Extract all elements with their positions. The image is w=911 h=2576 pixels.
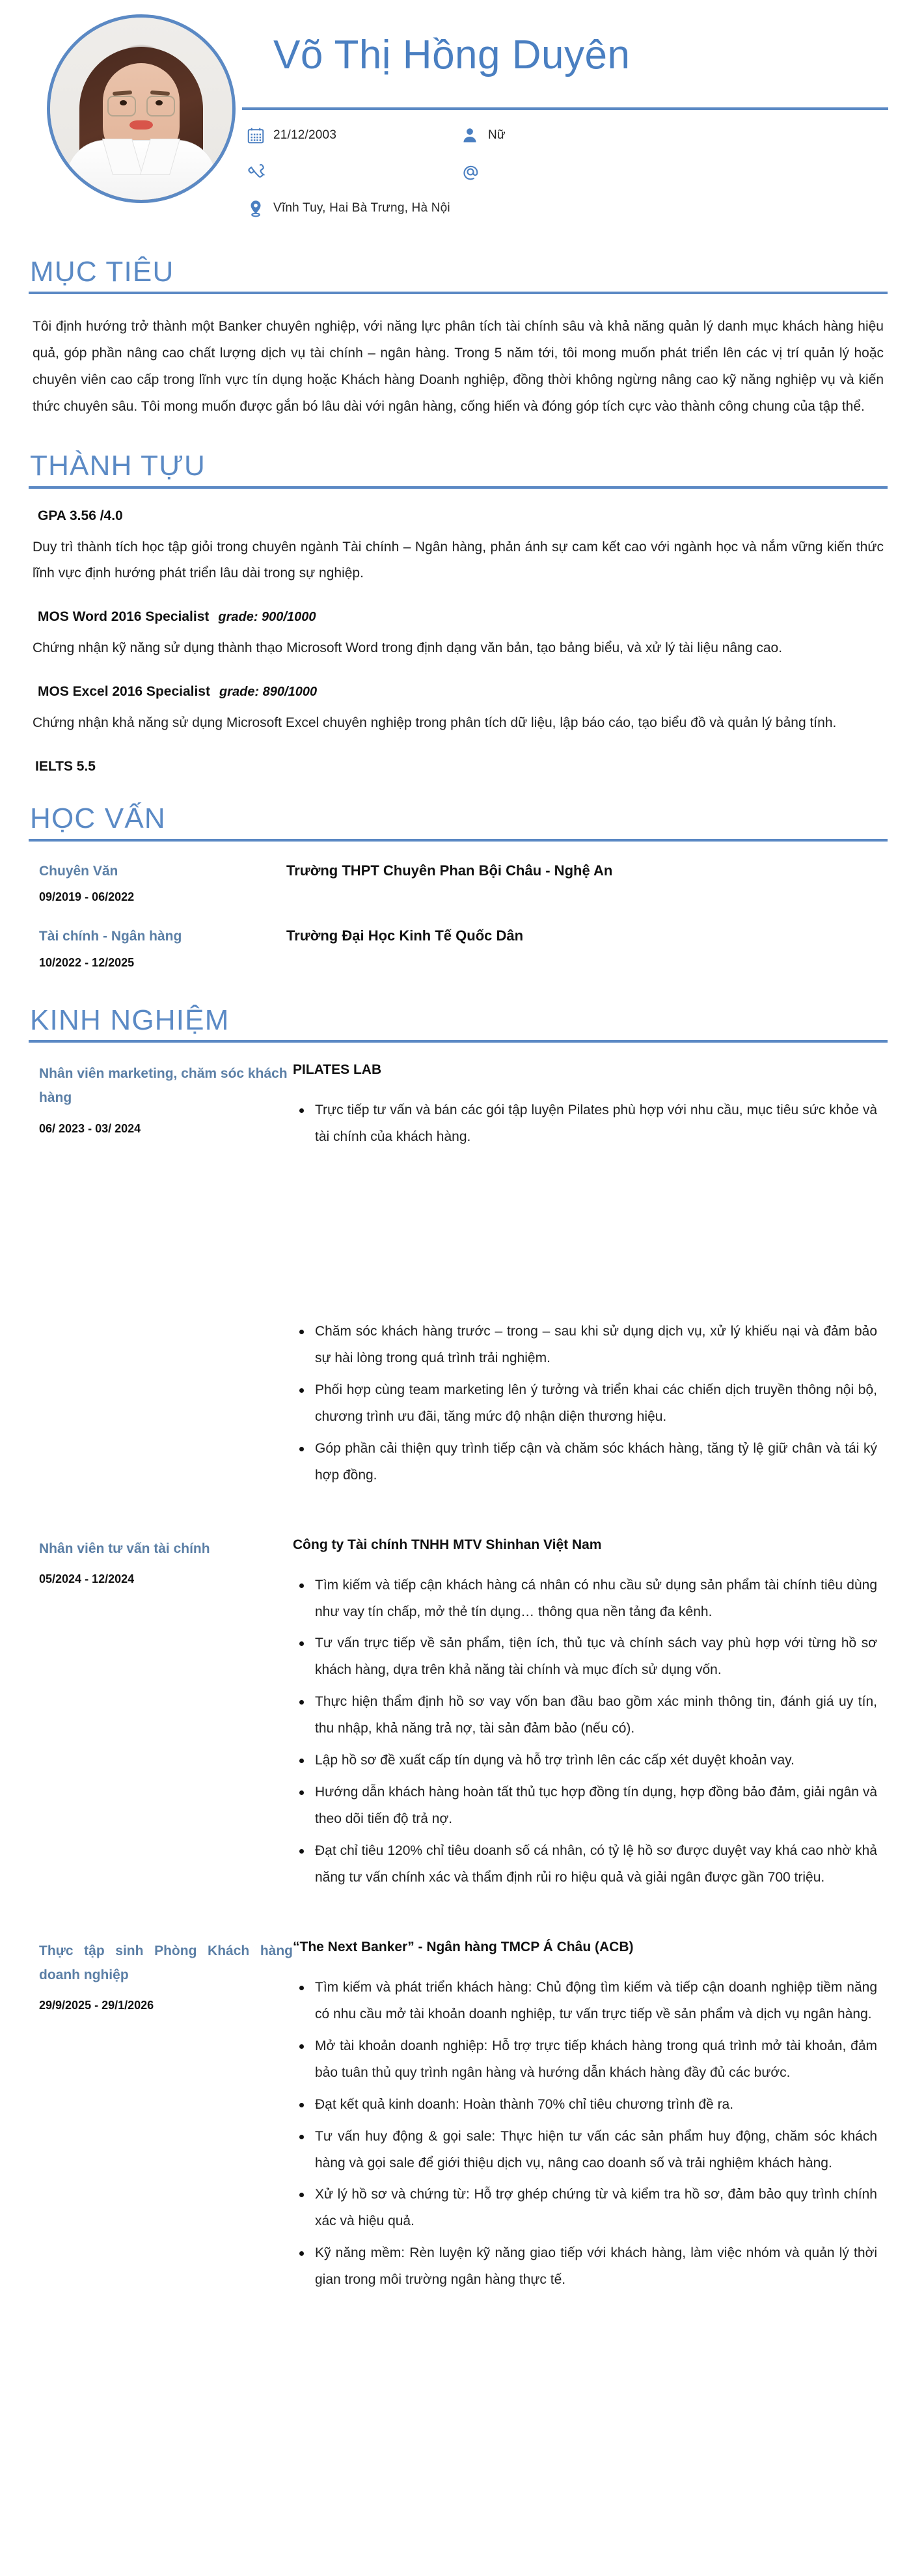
achievements-divider bbox=[29, 486, 888, 489]
section-education bbox=[0, 803, 911, 969]
achievement-description: Chứng nhận kỹ năng sử dụng thành thạo Microsoft Word trong định dạng văn bản, tạo bảng biểu, và xử lý tài liệu nâng cao. bbox=[33, 640, 783, 656]
objective-divider bbox=[29, 292, 888, 294]
section-gap bbox=[29, 1897, 888, 1939]
experience-company: “The Next Banker” - Ngân hàng TMCP Á Châu (ACB) bbox=[293, 1939, 634, 1954]
candidate-name: Võ Thị Hồng Duyên bbox=[273, 33, 631, 77]
education-school: Trường THPT Chuyên Phan Bội Châu - Nghệ An bbox=[286, 862, 613, 879]
achievement-ielts: IELTS 5.5 bbox=[35, 759, 96, 774]
portrait-lips bbox=[129, 120, 153, 130]
experience-bullets bbox=[293, 1319, 877, 1489]
section-achievements bbox=[0, 450, 911, 774]
experience-entry-right bbox=[293, 1537, 884, 1897]
experience-role: Nhân viên tư vấn tài chính bbox=[39, 1541, 210, 1556]
achievements-title: THÀNH TỰU bbox=[30, 450, 206, 482]
calendar-icon bbox=[246, 126, 273, 145]
education-entry-left bbox=[33, 926, 286, 970]
list-item: Thực hiện thẩm định hồ sơ vay vốn ban đầu bao gồm xác minh thông tin, đánh giá uy tín, thu nhập, khả năng trả nợ, tài sản đảm bảo (nếu có). bbox=[293, 1689, 877, 1742]
birthday-value: 21/12/2003 bbox=[273, 128, 337, 142]
list-item: Đạt chỉ tiêu 120% chỉ tiêu doanh số cá nhân, có tỷ lệ hồ sơ được duyệt vay khá cao nhờ khả năng tư vấn chính xác và thẩm định rủi ro hiệu quả và giải ngân được gần 700 triệu. bbox=[293, 1838, 877, 1891]
list-item: Tư vấn trực tiếp về sản phẩm, tiện ích, thủ tục và chính sách vay phù hợp với từng hồ sơ khách hàng, dựa trên khả năng tài chính và mục đích sử dụng vốn. bbox=[293, 1630, 877, 1684]
gender-value: Nữ bbox=[488, 128, 506, 142]
at-sign-icon bbox=[461, 162, 488, 182]
education-major: Chuyên Văn bbox=[39, 863, 118, 879]
experience-entry-right bbox=[293, 1062, 884, 1494]
experience-entry-left bbox=[33, 1062, 293, 1494]
person-icon bbox=[461, 126, 488, 144]
education-date: 09/2019 - 06/2022 bbox=[39, 890, 135, 904]
achievement-heading-label: MOS Excel 2016 Specialist bbox=[38, 684, 210, 700]
list-item: Góp phần cải thiện quy trình tiếp cận và chăm sóc khách hàng, tăng tỷ lệ giữ chân và tái ký hợp đồng. bbox=[293, 1436, 877, 1489]
contact-birthday bbox=[246, 118, 461, 152]
achievement-grade: grade: 890/1000 bbox=[219, 685, 318, 700]
contact-grid bbox=[246, 118, 885, 228]
education-entry bbox=[29, 926, 888, 970]
list-item: Tìm kiếm và tiếp cận khách hàng cá nhân có nhu cầu sử dụng sản phẩm tài chính tiêu dùng như vay tín chấp, mở thẻ tín dụng… thông qua nền tảng đa kênh. bbox=[293, 1572, 877, 1626]
experience-bullets bbox=[293, 1572, 877, 1891]
education-entry-left bbox=[33, 861, 286, 905]
experience-entry-right bbox=[293, 1939, 884, 2299]
experience-entry bbox=[29, 1062, 888, 1494]
achievement-heading-label: MOS Word 2016 Specialist bbox=[38, 609, 210, 625]
education-date: 10/2022 - 12/2025 bbox=[39, 955, 135, 969]
contact-address bbox=[246, 191, 701, 225]
experience-divider bbox=[29, 1040, 888, 1043]
name-block bbox=[273, 34, 885, 76]
header-divider bbox=[242, 107, 888, 110]
list-item: Lập hồ sơ đề xuất cấp tín dụng và hỗ trợ trình lên các cấp xét duyệt khoản vay. bbox=[293, 1747, 877, 1774]
achievement-heading bbox=[38, 508, 884, 524]
achievement-description: Chứng nhận khả năng sử dụng Microsoft Excel chuyên nghiệp trong phân tích dữ liệu, lập báo cáo, tạo biểu đồ và quản lý bảng tính. bbox=[33, 715, 837, 731]
section-objective bbox=[0, 256, 911, 420]
list-item: Trực tiếp tư vấn và bán các gói tập luyện Pilates phù hợp với nhu cầu, mục tiêu sức khỏe và tài chính của khách hàng. bbox=[293, 1097, 877, 1151]
experience-gap bbox=[293, 1156, 877, 1319]
experience-bullets bbox=[293, 1975, 877, 2294]
education-major: Tài chính - Ngân hàng bbox=[39, 929, 182, 944]
experience-entry-left bbox=[33, 1537, 293, 1897]
experience-date: 06/ 2023 - 03/ 2024 bbox=[39, 1121, 141, 1135]
experience-entry bbox=[29, 1939, 888, 2299]
objective-text: Tôi định hướng trở thành một Banker chuyên nghiệp, với năng lực phân tích tài chính sâu và khả năng quản lý danh mục khách hàng hiệu quả, góp phần nâng cao chất lượng dịch vụ tài chính – ngân hàng. Trong 5 năm tới, tôi mong muốn phát triển lên các vị trí quản lý hoặc chuyên viên cao cấp trong lĩnh vực tín dụng hoặc Khách hàng Doanh nghiệp, đồng thời không ngừng nâng cao kỹ năng nghiệp vụ và kiến thức chuyên sâu. Tôi mong muốn được gắn bó lâu dài với ngân hàng, cống hiến và đóng góp tích cực vào thành công chung của tập thể. bbox=[33, 319, 884, 415]
contact-email bbox=[461, 155, 675, 189]
experience-entry-left bbox=[33, 1939, 293, 2299]
list-item: Đạt kết quả kinh doanh: Hoàn thành 70% chỉ tiêu chương trình đề ra. bbox=[293, 2092, 877, 2118]
achievement-item bbox=[29, 684, 888, 737]
list-item: Chăm sóc khách hàng trước – trong – sau khi sử dụng dịch vụ, xử lý khiếu nại và đảm bảo sự hài lòng trong quá trình trải nghiệm. bbox=[293, 1319, 877, 1372]
achievement-grade: grade: 900/1000 bbox=[218, 610, 316, 625]
section-experience bbox=[0, 1005, 911, 2299]
list-item: Xử lý hồ sơ và chứng từ: Hỗ trợ ghép chứng từ và kiểm tra hồ sơ, đảm bảo quy trình chính xác và hiệu quả. bbox=[293, 2182, 877, 2235]
list-item: Mở tài khoản doanh nghiệp: Hỗ trợ trực tiếp khách hàng trong quá trình mở tài khoản, đảm bảo tuân thủ quy trình ngân hàng và hướng dẫn khách hàng đầy đủ các bước. bbox=[293, 2033, 877, 2087]
experience-date: 29/9/2025 - 29/1/2026 bbox=[39, 1999, 154, 2012]
contact-phone bbox=[246, 155, 461, 189]
contact-row-2 bbox=[246, 155, 885, 191]
contact-gender bbox=[461, 118, 675, 152]
list-item: Tìm kiếm và phát triển khách hàng: Chủ động tìm kiếm và tiếp cận doanh nghiệp tiềm năng có nhu cầu mở tài khoản doanh nghiệp, tư vấn trực tiếp về sản phẩm và dịch vụ ngân hàng. bbox=[293, 1975, 877, 2028]
education-entry-right bbox=[286, 926, 884, 970]
cv-header bbox=[0, 0, 911, 234]
list-item: Tư vấn huy động & gọi sale: Thực hiện tư vấn các sản phẩm huy động, chăm sóc khách hàng và gọi sale để giới thiệu dịch vụ, nâng cao doanh số và trải nghiệm khách hàng. bbox=[293, 2124, 877, 2177]
achievement-item bbox=[29, 609, 888, 662]
education-divider bbox=[29, 839, 888, 842]
avatar bbox=[47, 14, 236, 203]
portrait-glasses bbox=[107, 96, 175, 115]
achievement-heading-label: GPA 3.56 /4.0 bbox=[38, 508, 123, 523]
achievement-description: Duy trì thành tích học tập giỏi trong chuyên ngành Tài chính – Ngân hàng, phản ánh sự cam kết cao với ngành học và nắm vững kiến thức lĩnh vực định hướng phát triển lâu dài trong sự nghiệp. bbox=[33, 539, 884, 581]
objective-title: MỤC TIÊU bbox=[30, 256, 174, 288]
achievement-heading bbox=[38, 609, 884, 625]
section-gap bbox=[29, 1494, 888, 1537]
experience-company: Công ty Tài chính TNHH MTV Shinhan Việt Nam bbox=[293, 1537, 602, 1552]
education-entry-right bbox=[286, 861, 884, 905]
list-item: Phối hợp cùng team marketing lên ý tưởng và triển khai các chiến dịch truyền thông nội bộ, chương trình ưu đãi, tăng mức độ nhận diện thương hiệu. bbox=[293, 1377, 877, 1431]
contact-row-3 bbox=[246, 191, 885, 228]
experience-date: 05/2024 - 12/2024 bbox=[39, 1572, 135, 1586]
location-pin-icon bbox=[246, 199, 273, 218]
address-value: Vĩnh Tuy, Hai Bà Trưng, Hà Nội bbox=[273, 201, 450, 215]
experience-role: Nhân viên marketing, chăm sóc khách hàng bbox=[39, 1066, 288, 1105]
experience-entry bbox=[29, 1537, 888, 1897]
list-item: Hướng dẫn khách hàng hoàn tất thủ tục hợp đồng tín dụng, hợp đồng bảo đảm, giải ngân và theo dõi tiến độ trả nợ. bbox=[293, 1779, 877, 1833]
experience-company: PILATES LAB bbox=[293, 1062, 382, 1078]
phone-icon bbox=[246, 162, 273, 182]
experience-title: KINH NGHIỆM bbox=[30, 1004, 230, 1036]
contact-row-1 bbox=[246, 118, 885, 155]
achievement-item bbox=[29, 508, 888, 588]
avatar-photo bbox=[50, 18, 232, 200]
achievement-heading bbox=[38, 684, 884, 700]
list-item: Kỹ năng mềm: Rèn luyện kỹ năng giao tiếp với khách hàng, làm việc nhóm và quản lý thời gian trong môi trường ngân hàng thực tế. bbox=[293, 2240, 877, 2294]
experience-role: Thực tập sinh Phòng Khách hàng doanh nghiệp bbox=[39, 1943, 293, 1982]
education-title: HỌC VẤN bbox=[30, 802, 166, 835]
education-school: Trường Đại Học Kinh Tế Quốc Dân bbox=[286, 927, 524, 944]
experience-bullets bbox=[293, 1097, 877, 1151]
education-entry bbox=[29, 861, 888, 905]
